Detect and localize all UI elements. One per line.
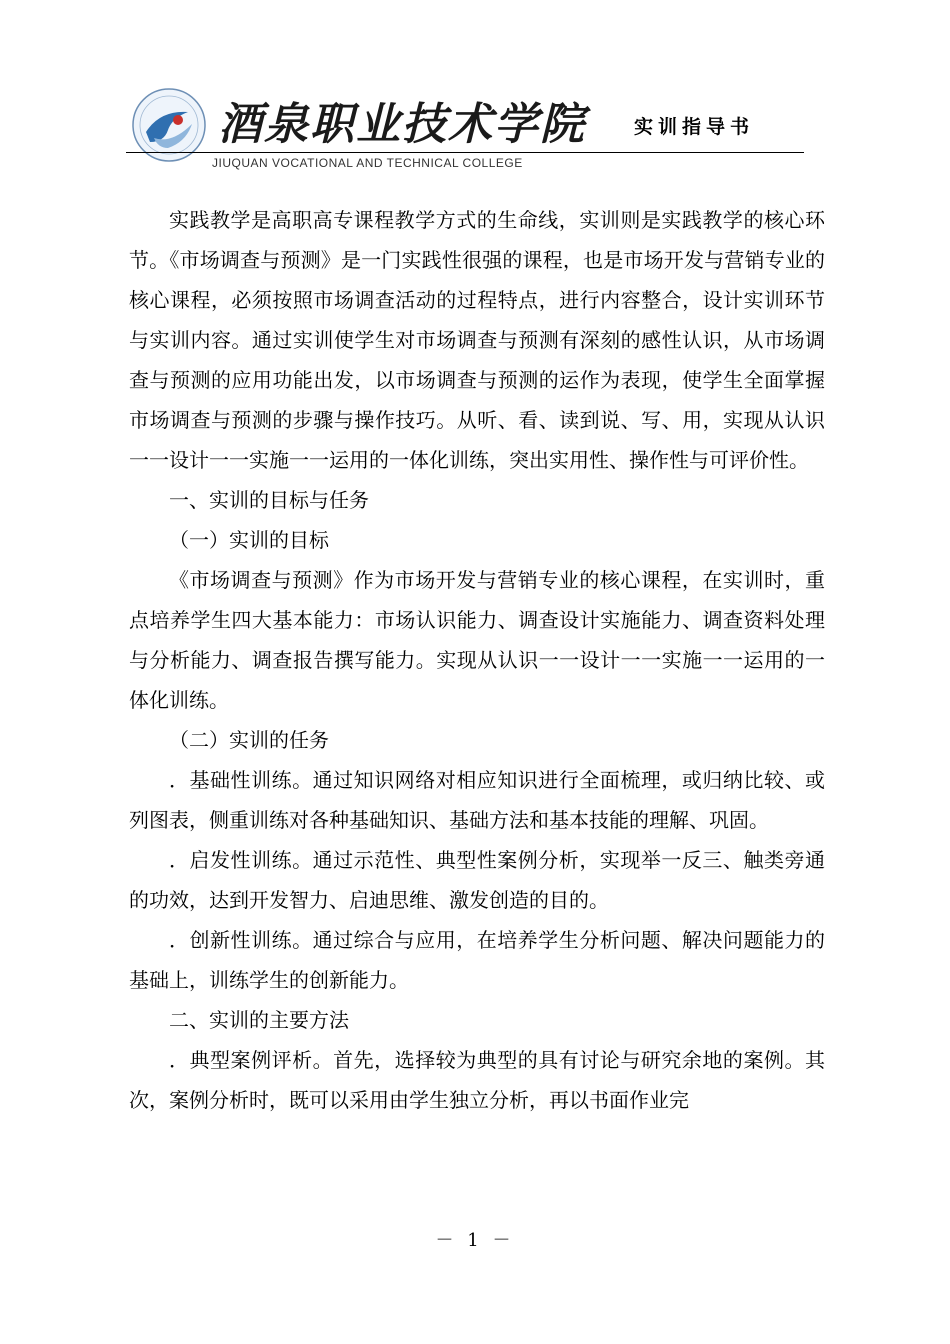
header-rule <box>126 152 804 153</box>
college-logo-english: JIUQUAN VOCATIONAL AND TECHNICAL COLLEGE <box>212 156 523 170</box>
method-item-1: ．典型案例评析。首先，选择较为典型的具有讨论与研究余地的案例。其次，案例分析时，既可以采用由学生独立分析，再以书面作业完 <box>129 1048 825 1112</box>
subsection-heading-2: （二）实训的任务 <box>169 728 329 752</box>
task-item-3: ．创新性训练。通过综合与应用，在培养学生分析问题、解决问题能力的基础上，训练学生的创新能力。 <box>129 928 825 992</box>
section-heading-2: 二、实训的主要方法 <box>169 1008 349 1032</box>
subsection-heading-1: （一）实训的目标 <box>169 528 329 552</box>
intro-paragraph: 实践教学是高职高专课程教学方式的生命线，实训则是实践教学的核心环节。《市场调查与预测》是一门实践性很强的课程，也是市场开发与营销专业的核心课程，必须按照市场调查活动的过程特点，进行内容整合，设计实训环节与实训内容。通过实训使学生对市场调查与预测有深刻的感性认识，从市场调查与预测的应用功能出发，以市场调查与预测的运作为表现，使学生全面掌握市场调查与预测的步骤与操作技巧。从听、看、读到说、写、用，实现从认识一一设计一一实施一一运用的一体化训练，突出实用性、操作性与可评价性。 <box>129 208 825 472</box>
task-item-2: ．启发性训练。通过示范性、典型性案例分析，实现举一反三、触类旁通的功效，达到开发智力、启迪思维、激发创造的目的。 <box>129 848 825 912</box>
task-item-1: ．基础性训练。通过知识网络对相应知识进行全面梳理，或归纳比较、或列图表，侧重训练对各种基础知识、基础方法和基本技能的理解、巩固。 <box>129 768 825 832</box>
section-heading-1: 一、实训的目标与任务 <box>169 488 369 512</box>
page-header <box>126 72 802 182</box>
page-number: － 1 － <box>435 1230 515 1251</box>
objective-paragraph: 《市场调查与预测》作为市场开发与营销专业的核心课程，在实训时，重点培养学生四大基本能力：市场认识能力、调查设计实施能力、调查资料处理与分析能力、调查报告撰写能力。实现从认识一一设计一一实施一一运用的一体化训练。 <box>129 568 825 712</box>
document-body <box>129 200 825 1120</box>
header-title: 实训指导书 <box>633 116 754 138</box>
college-logo-text: 酒泉职业技术学院 <box>218 99 586 150</box>
